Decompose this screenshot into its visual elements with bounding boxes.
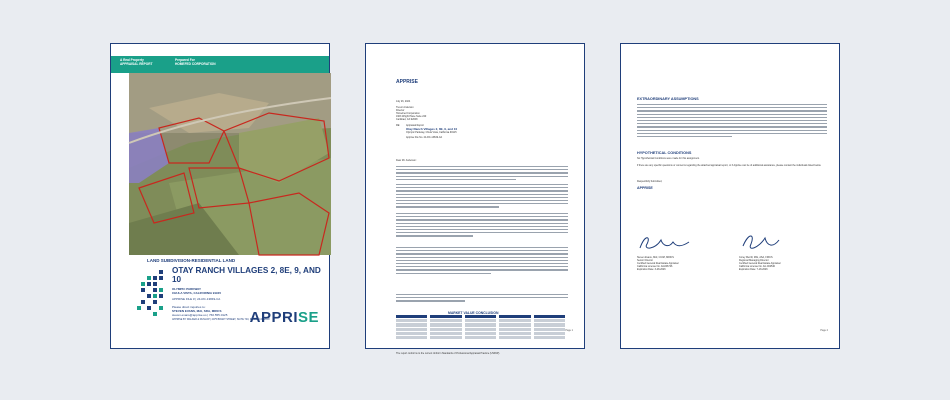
recipient-line-4: 1903 Wright Place Suite 220 [396,115,427,118]
signatory-1-block [637,256,732,271]
extraordinary-assumptions-text [637,104,827,139]
market-value-table-title: MARKET VALUE CONCLUSION [448,311,499,315]
assumptions-firm-name: APPRISE [637,186,653,190]
cover-contact-4: APPRISE BY WALKER & DUNLOP | 2075 BRANT STREET, SUITE 740, IRVINE, CA 92618 [172,318,270,321]
cover-decorative-pixel-pattern [137,270,167,320]
signatory-2-title: Regional Managing Director [739,259,769,263]
extraordinary-assumptions-heading: EXTRAORDINARY ASSUMPTIONS [637,97,699,101]
assumptions-signature-page[interactable] [620,43,840,349]
re-line-1: Appraisal Report [406,124,424,127]
cover-contact-3: steven.evans@apprise.us | 760.555.0125 [172,313,228,317]
letter-salutation: Dear Mr. Anderson: [396,159,417,162]
report-cover-page[interactable] [110,43,330,349]
letter-paragraph-3 [396,213,568,239]
signature-corey-merrill [739,230,799,256]
cover-address-2: CHULA VISTA, CALIFORNIA 91915 [172,291,222,295]
letter-date: July 26, 2024 [396,100,411,103]
letter-paragraph-4 [396,247,568,276]
signatory-2-name: Corey Merrill, MAI, ASA, FRICS [739,256,773,259]
apprise-logo-accent: SE [297,309,319,326]
recipient-line-5: Carlsbad, CA 92008 [396,118,418,121]
cover-property-type: LAND SUBDIVISION-RESIDENTIAL LAND [147,258,236,263]
cover-file-number: APPRISE FILE # | 24-RC-13849-CA [172,297,221,301]
letter-uspap-footer: The report conforms to the current Uniform Standards of Professional Appraisal Practice (USPAP). [396,352,500,355]
hypothetical-conditions-heading: HYPOTHETICAL CONDITIONS [637,151,692,155]
cover-header-band [111,56,329,73]
closing-paragraph: If there are any specific questions or concerns regarding the attached appraisal report, or if Apprise can be of additional assistance, please contact the individuals listed below. [637,164,822,167]
letter-paragraph-5 [396,294,568,304]
transmittal-letter-page[interactable] [365,43,585,355]
re-line-3: Olympic Parkway, Chula Vista, California 91915 [406,131,457,134]
letter-paragraph-2 [396,184,568,210]
hypothetical-conditions-text: No Hypothetical Conditions were made for this assignment. [637,157,700,160]
signatory-1-certification: Certified General Real Estate Appraiser [637,262,679,266]
market-value-table [396,315,568,340]
respectfully-submitted: Respectfully Submitted, [637,180,663,183]
letter-paragraph-1 [396,166,568,182]
recipient-line-1: Trevor Anderson [396,106,414,109]
cover-address-1: OLYMPIC PARKWAY [172,287,202,291]
signatory-2-block [739,256,834,271]
signatory-1-name: Steven Evans, MAI, CCIM, MRICS [637,256,674,259]
apprise-logo [250,309,319,326]
re-line-2: Otay Ranch Villages 2, 8E, 9, and 10 [406,126,458,131]
re-label: RE: [396,124,400,127]
letter-page-number: Page 1 [565,329,573,332]
signatory-1-expiration: Expiration Date: 3-28-2026 [637,268,666,272]
cover-contact-1: Please direct inquiries to: [172,305,206,309]
apprise-logo-main: APPRI [249,309,298,326]
signature-steven-evans [637,230,697,256]
signatory-2-certification: Certified General Real Estate Appraiser [739,262,781,266]
signatory-1-license: California License No. AG006726 [637,265,673,269]
cover-band-right-text: Prepared For HOMEFED CORPORATION [175,58,216,66]
recipient-line-2: Director [396,109,405,112]
aerial-site-photo [129,73,331,255]
cover-title: OTAY RANCH VILLAGES 2, 8E, 9, AND 10 [172,266,321,285]
signatory-1-title: Senior Director [637,259,653,263]
re-line-4: Apprise File No. 24-RC-13849-CA [406,136,443,139]
signatory-2-license: California License No. AG 002540 [739,265,776,269]
letter-apprise-logo: APPRISE [396,79,418,85]
recipient-line-3: HomeFed Corporation [396,112,420,115]
assumptions-page-number: Page 2 [820,329,828,332]
cover-band-left-text: A Real Property APPRAISAL REPORT [120,58,153,66]
cover-contact-2: STEVEN EVANS, MAI, SRA, MRICS [172,309,222,313]
signatory-2-expiration: Expiration Date: 7-18-2026 [739,268,768,272]
